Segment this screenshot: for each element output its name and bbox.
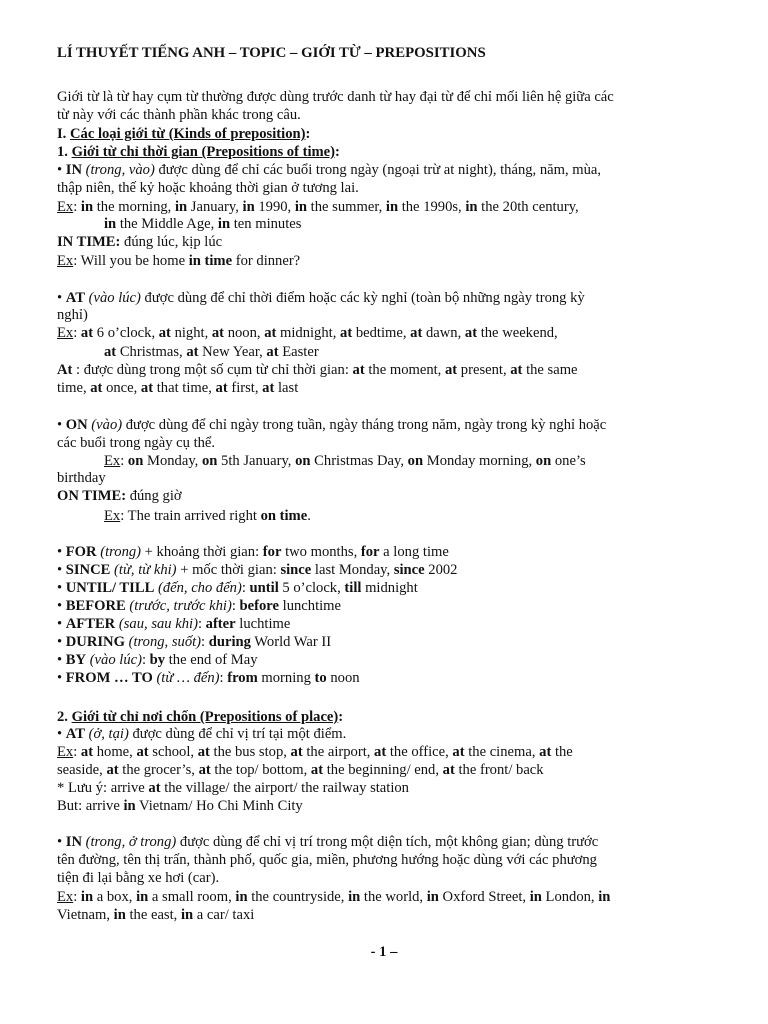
text-segment: seaside, xyxy=(57,762,107,778)
text-segment: at xyxy=(90,380,103,396)
text-segment: a long time xyxy=(379,544,449,560)
text-segment: in xyxy=(598,889,611,905)
text-segment: Easter xyxy=(278,344,319,360)
text-segment: : xyxy=(197,616,206,632)
text-segment: được dùng để chỉ vị trí trong một diện tích, một không gian; dùng trước xyxy=(176,834,599,850)
text-segment: in xyxy=(426,889,439,905)
text-segment: on xyxy=(127,453,144,469)
text-line-place-in-ex-2 xyxy=(57,906,254,924)
text-segment: • xyxy=(57,726,66,742)
text-segment: đúng giờ xyxy=(126,488,182,504)
text-segment: 2. xyxy=(57,709,72,725)
text-segment: 5th January, xyxy=(217,453,296,469)
page-number: - 1 – xyxy=(370,944,398,960)
text-segment: at xyxy=(80,325,94,341)
text-segment: FROM … TO xyxy=(65,670,153,686)
text-segment: at xyxy=(158,325,171,341)
text-segment: Christmas Day, xyxy=(310,453,408,469)
text-line-ontime-1 xyxy=(57,487,182,505)
text-line-on-2 xyxy=(57,434,215,452)
text-segment: in xyxy=(104,216,117,232)
text-segment: present, xyxy=(457,362,511,378)
text-segment: the east, xyxy=(125,907,181,923)
text-segment: Giới từ là từ hay cụm từ thường được dùng trước danh từ hay đại từ để chỉ mối liên hệ giữa các xyxy=(57,89,614,105)
text-segment: được dùng để chỉ các buổi trong ngày (ngoại trừ at night), tháng, năm, mùa, xyxy=(154,162,602,178)
text-line-place-at-1 xyxy=(57,725,346,743)
text-segment: lunchtime xyxy=(279,598,342,614)
text-segment: luchtime xyxy=(235,616,291,632)
text-segment: : được dùng trong một số cụm từ chỉ thời gian: xyxy=(72,362,353,378)
text-segment: the xyxy=(551,744,573,760)
text-segment: (trong, vào) xyxy=(81,162,155,178)
text-segment: IN xyxy=(65,834,82,850)
text-line-at-ex-2 xyxy=(104,343,319,361)
text-segment: the morning, xyxy=(93,199,175,215)
text-segment: the bus stop, xyxy=(209,744,291,760)
text-segment: • xyxy=(57,634,66,650)
text-segment: • xyxy=(57,417,66,433)
text-line-place-in-ex-1 xyxy=(57,888,610,906)
text-segment: bedtime, xyxy=(352,325,411,341)
text-segment: on xyxy=(535,453,552,469)
text-segment: the beginning/ end, xyxy=(323,762,443,778)
text-segment: : xyxy=(241,580,250,596)
text-segment: Vietnam/ Ho Chi Minh City xyxy=(135,798,303,814)
text-segment: : xyxy=(73,199,81,215)
text-line-in-2 xyxy=(57,179,359,197)
text-segment: ten minutes xyxy=(230,216,302,232)
text-segment: nghỉ) xyxy=(57,307,88,323)
text-segment: the world, xyxy=(360,889,427,905)
text-segment: 5 o’clock, xyxy=(278,580,345,596)
text-segment: at xyxy=(410,325,423,341)
text-segment: BY xyxy=(65,652,87,668)
text-segment: at xyxy=(211,325,225,341)
text-segment: until xyxy=(249,580,279,596)
text-segment: at xyxy=(198,762,211,778)
text-line-before xyxy=(57,597,341,615)
text-segment: (từ, từ khi) xyxy=(110,562,177,578)
text-segment: Ex xyxy=(104,508,121,524)
text-segment: a car/ taxi xyxy=(193,907,255,923)
text-line-in-ex-1 xyxy=(57,198,579,216)
text-segment: in xyxy=(242,199,255,215)
text-segment: last xyxy=(274,380,299,396)
text-segment: at xyxy=(215,380,228,396)
text-segment: : xyxy=(305,126,311,142)
text-segment: tiện đi lại bằng xe hơi (car). xyxy=(57,870,220,886)
text-segment: Monday, xyxy=(143,453,202,469)
text-line-fromto xyxy=(57,669,360,687)
text-segment: in xyxy=(465,199,478,215)
text-segment: (đến, cho đến) xyxy=(154,580,242,596)
text-segment: 6 o’clock, xyxy=(93,325,159,341)
text-segment: FOR xyxy=(65,544,97,560)
text-segment: at xyxy=(80,744,94,760)
text-line-ontime-ex xyxy=(104,507,311,525)
text-segment: : xyxy=(141,652,150,668)
text-line-place-at-ex-2 xyxy=(57,761,544,779)
text-segment: January, xyxy=(187,199,243,215)
text-segment: to xyxy=(314,670,327,686)
text-segment: Giới từ chỉ nơi chốn (Prepositions of place) xyxy=(71,709,339,725)
text-line-by xyxy=(57,651,258,669)
text-segment: (trong, suốt) xyxy=(124,634,202,650)
text-line-during xyxy=(57,633,331,651)
text-segment: (vào lúc) xyxy=(84,290,141,306)
text-segment: tên đường, tên thị trấn, thành phố, quốc gia, miền, phương hướng hoặc dùng với các phương xyxy=(57,852,597,868)
text-segment: two months, xyxy=(281,544,361,560)
text-segment: ON TIME: xyxy=(57,488,127,504)
text-segment: SINCE xyxy=(65,562,111,578)
text-segment: : xyxy=(201,634,209,650)
text-segment: in xyxy=(385,199,399,215)
text-segment: the same xyxy=(522,362,578,378)
text-segment: : xyxy=(335,144,340,160)
text-segment: a small room, xyxy=(148,889,236,905)
text-segment: • xyxy=(57,544,66,560)
text-segment: at xyxy=(197,744,210,760)
text-line-until xyxy=(57,579,418,597)
text-segment: (trước, trước khi) xyxy=(125,598,232,614)
text-segment: : The train arrived right xyxy=(120,508,261,524)
text-segment: morning xyxy=(257,670,315,686)
text-segment: • xyxy=(57,580,66,596)
text-segment: in xyxy=(123,798,136,814)
text-line-at-3 xyxy=(57,361,578,379)
text-segment: 2002 xyxy=(424,562,458,578)
text-segment: in xyxy=(113,907,126,923)
text-line-on-ex-2 xyxy=(57,469,106,487)
text-segment: home, xyxy=(93,744,137,760)
text-segment: midnight xyxy=(361,580,418,596)
text-segment: the summer, xyxy=(307,199,386,215)
text-line-place-at-note xyxy=(57,779,409,797)
text-segment: the weekend, xyxy=(477,325,558,341)
text-segment: noon, xyxy=(224,325,265,341)
text-segment: at xyxy=(464,325,478,341)
text-segment: 1. xyxy=(57,144,72,160)
text-segment: At xyxy=(57,362,73,378)
text-segment: from xyxy=(227,670,258,686)
text-segment: Các loại giới từ (Kinds of preposition) xyxy=(69,126,306,142)
text-segment: • xyxy=(57,562,66,578)
text-line-place-at-ex-1 xyxy=(57,743,573,761)
text-line-sub-2 xyxy=(57,708,343,726)
text-segment: Giới từ chỉ thời gian (Prepositions of time) xyxy=(71,144,336,160)
text-segment: . xyxy=(307,508,311,524)
text-segment: at xyxy=(510,362,523,378)
text-segment: at xyxy=(262,380,275,396)
text-line-place-at-but xyxy=(57,797,303,815)
text-segment: at xyxy=(186,344,199,360)
text-segment: được dùng để chỉ thời điểm hoặc các kỳ nghỉ (toàn bộ những ngày trong kỳ xyxy=(140,290,585,306)
text-segment: that time, xyxy=(153,380,216,396)
text-segment: for xyxy=(360,544,380,560)
text-segment: • xyxy=(57,834,66,850)
text-segment: noon xyxy=(326,670,360,686)
text-line-on-ex-1 xyxy=(104,452,586,470)
text-segment: at xyxy=(442,762,455,778)
text-segment: on xyxy=(295,453,311,469)
text-segment: at xyxy=(104,344,117,360)
text-segment: AFTER xyxy=(65,616,116,632)
text-segment: one’s xyxy=(551,453,586,469)
text-line-place-in-2 xyxy=(57,851,597,869)
text-segment: at xyxy=(452,744,465,760)
text-line-at-1 xyxy=(57,289,585,307)
text-segment: Vietnam, xyxy=(57,907,114,923)
text-segment: at xyxy=(539,744,552,760)
text-segment: : xyxy=(219,670,228,686)
text-segment: đúng lúc, kịp lúc xyxy=(120,234,223,250)
text-segment: các buổi trong ngày cụ thể. xyxy=(57,435,216,451)
text-line-on-1 xyxy=(57,416,606,434)
text-segment: • xyxy=(57,598,66,614)
text-segment: DURING xyxy=(65,634,125,650)
text-segment: Ex xyxy=(57,325,74,341)
text-segment: first, xyxy=(227,380,263,396)
text-segment: : xyxy=(338,709,344,725)
text-segment: the top/ bottom, xyxy=(210,762,311,778)
text-line-place-in-1 xyxy=(57,833,598,851)
text-segment: được dùng để chỉ ngày trong tuần, ngày tháng trong năm, ngày trong kỳ nghỉ hoặc xyxy=(122,417,607,433)
text-segment: BEFORE xyxy=(65,598,126,614)
text-line-at-ex-1 xyxy=(57,324,558,342)
text-segment: the grocer’s, xyxy=(118,762,199,778)
text-segment: • xyxy=(57,670,66,686)
text-segment: (từ … đến) xyxy=(152,670,220,686)
text-segment: But: arrive xyxy=(57,798,124,814)
text-segment: : xyxy=(231,598,240,614)
text-segment: at xyxy=(136,744,149,760)
text-segment: after xyxy=(205,616,236,632)
text-line-after xyxy=(57,615,290,633)
text-segment: 1990, xyxy=(254,199,295,215)
text-segment: (trong, ở trong) xyxy=(81,834,177,850)
text-segment: (ở, tại) xyxy=(84,726,129,742)
text-segment: at xyxy=(266,344,279,360)
text-segment: till xyxy=(344,580,362,596)
document-title: LÍ THUYẾT TIẾNG ANH – TOPIC – GIỚI TỪ – PREPOSITIONS xyxy=(57,45,486,61)
text-line-sec-1 xyxy=(57,125,310,143)
text-segment: Monday morning, xyxy=(423,453,536,469)
text-segment: night, xyxy=(170,325,212,341)
text-segment: Ex xyxy=(104,453,121,469)
text-segment: by xyxy=(149,652,166,668)
text-segment: • xyxy=(57,290,66,306)
text-segment: in xyxy=(235,889,248,905)
text-segment: since xyxy=(280,562,312,578)
text-segment: : xyxy=(73,744,81,760)
text-segment: : Will you be home xyxy=(73,253,189,269)
text-segment: Ex xyxy=(57,744,74,760)
text-line-intime-ex xyxy=(57,252,300,270)
text-segment: (trong) xyxy=(96,544,142,560)
text-line-sub-1 xyxy=(57,143,340,161)
text-segment: từ này với các thành phần khác trong câu. xyxy=(57,107,301,123)
text-segment: in xyxy=(80,889,94,905)
text-segment: AT xyxy=(65,290,85,306)
text-segment: at xyxy=(140,380,154,396)
text-segment: midnight, xyxy=(276,325,341,341)
text-segment: at xyxy=(290,744,303,760)
text-segment: the village/ the airport/ the railway station xyxy=(160,780,409,796)
text-segment: the countryside, xyxy=(247,889,349,905)
text-segment: Oxford Street, xyxy=(438,889,530,905)
text-segment: World War II xyxy=(250,634,332,650)
text-segment: (vào lúc) xyxy=(86,652,142,668)
text-segment: the airport, xyxy=(302,744,375,760)
text-segment: dawn, xyxy=(422,325,465,341)
text-segment: London, xyxy=(541,889,599,905)
text-segment: AT xyxy=(65,726,85,742)
text-segment: in xyxy=(180,907,194,923)
text-segment: IN xyxy=(65,162,82,178)
text-segment: IN TIME: xyxy=(57,234,121,250)
text-line-at-2 xyxy=(57,306,88,324)
text-segment: on xyxy=(201,453,218,469)
text-segment: thập niên, thế kỷ hoặc khoảng thời gian ở tương lai. xyxy=(57,180,359,196)
text-segment: được dùng để chỉ vị trí tại một điểm. xyxy=(128,726,347,742)
text-segment: a box, xyxy=(93,889,137,905)
text-segment: • xyxy=(57,652,66,668)
text-segment: : xyxy=(73,325,81,341)
text-segment: in xyxy=(529,889,542,905)
text-segment: last Monday, xyxy=(311,562,394,578)
text-segment: at xyxy=(264,325,277,341)
text-segment: for xyxy=(262,544,282,560)
text-segment: Christmas, xyxy=(116,344,187,360)
text-segment: in xyxy=(348,889,361,905)
text-segment: during xyxy=(208,634,251,650)
text-segment: Ex xyxy=(57,253,74,269)
text-segment: once, xyxy=(102,380,141,396)
text-segment: in time xyxy=(188,253,233,269)
text-segment: the Middle Age, xyxy=(116,216,218,232)
text-segment: Ex xyxy=(57,199,74,215)
text-segment: the moment, xyxy=(364,362,445,378)
text-segment: at xyxy=(106,762,119,778)
text-line-at-4 xyxy=(57,379,298,397)
text-segment: at xyxy=(310,762,324,778)
text-segment: in xyxy=(217,216,231,232)
text-segment: the 20th century, xyxy=(477,199,579,215)
text-line-intro-2 xyxy=(57,106,301,124)
text-line-intro-1 xyxy=(57,88,614,106)
text-segment: the 1990s, xyxy=(398,199,466,215)
text-segment: for dinner? xyxy=(232,253,301,269)
text-segment: the end of May xyxy=(165,652,258,668)
text-segment: birthday xyxy=(57,470,106,486)
text-segment: on xyxy=(407,453,424,469)
text-segment: since xyxy=(393,562,425,578)
text-segment: New Year, xyxy=(198,344,267,360)
text-line-intime-1 xyxy=(57,233,222,251)
text-segment: + khoảng thời gian: xyxy=(141,544,263,560)
text-line-place-in-3 xyxy=(57,869,219,887)
text-line-in-1 xyxy=(57,161,601,179)
text-segment: in xyxy=(80,199,94,215)
text-segment: : xyxy=(120,453,128,469)
text-segment: + mốc thời gian: xyxy=(176,562,281,578)
text-segment: school, xyxy=(148,744,198,760)
text-segment: • xyxy=(57,616,66,632)
text-segment: UNTIL/ TILL xyxy=(65,580,155,596)
text-line-since xyxy=(57,561,457,579)
text-segment: at xyxy=(340,325,353,341)
text-segment: on time xyxy=(260,508,308,524)
text-segment: • xyxy=(57,162,66,178)
text-segment: time, xyxy=(57,380,91,396)
text-segment: the front/ back xyxy=(454,762,544,778)
text-line-in-ex-2 xyxy=(104,215,301,233)
text-segment: ON xyxy=(65,417,88,433)
text-segment: * Lưu ý: arrive xyxy=(57,780,149,796)
text-segment: at xyxy=(352,362,365,378)
text-segment: (vào) xyxy=(87,417,123,433)
text-segment: in xyxy=(136,889,149,905)
text-segment: (sau, sau khi) xyxy=(115,616,198,632)
text-segment: I. xyxy=(57,126,70,142)
text-segment: in xyxy=(174,199,188,215)
text-segment: at xyxy=(444,362,458,378)
text-line-for xyxy=(57,543,449,561)
text-segment: the office, xyxy=(386,744,453,760)
text-segment: at xyxy=(148,780,161,796)
text-segment: in xyxy=(294,199,308,215)
text-segment: the cinema, xyxy=(464,744,540,760)
text-segment: at xyxy=(374,744,387,760)
text-segment: before xyxy=(239,598,279,614)
text-segment: Ex xyxy=(57,889,74,905)
text-segment: : xyxy=(73,889,81,905)
